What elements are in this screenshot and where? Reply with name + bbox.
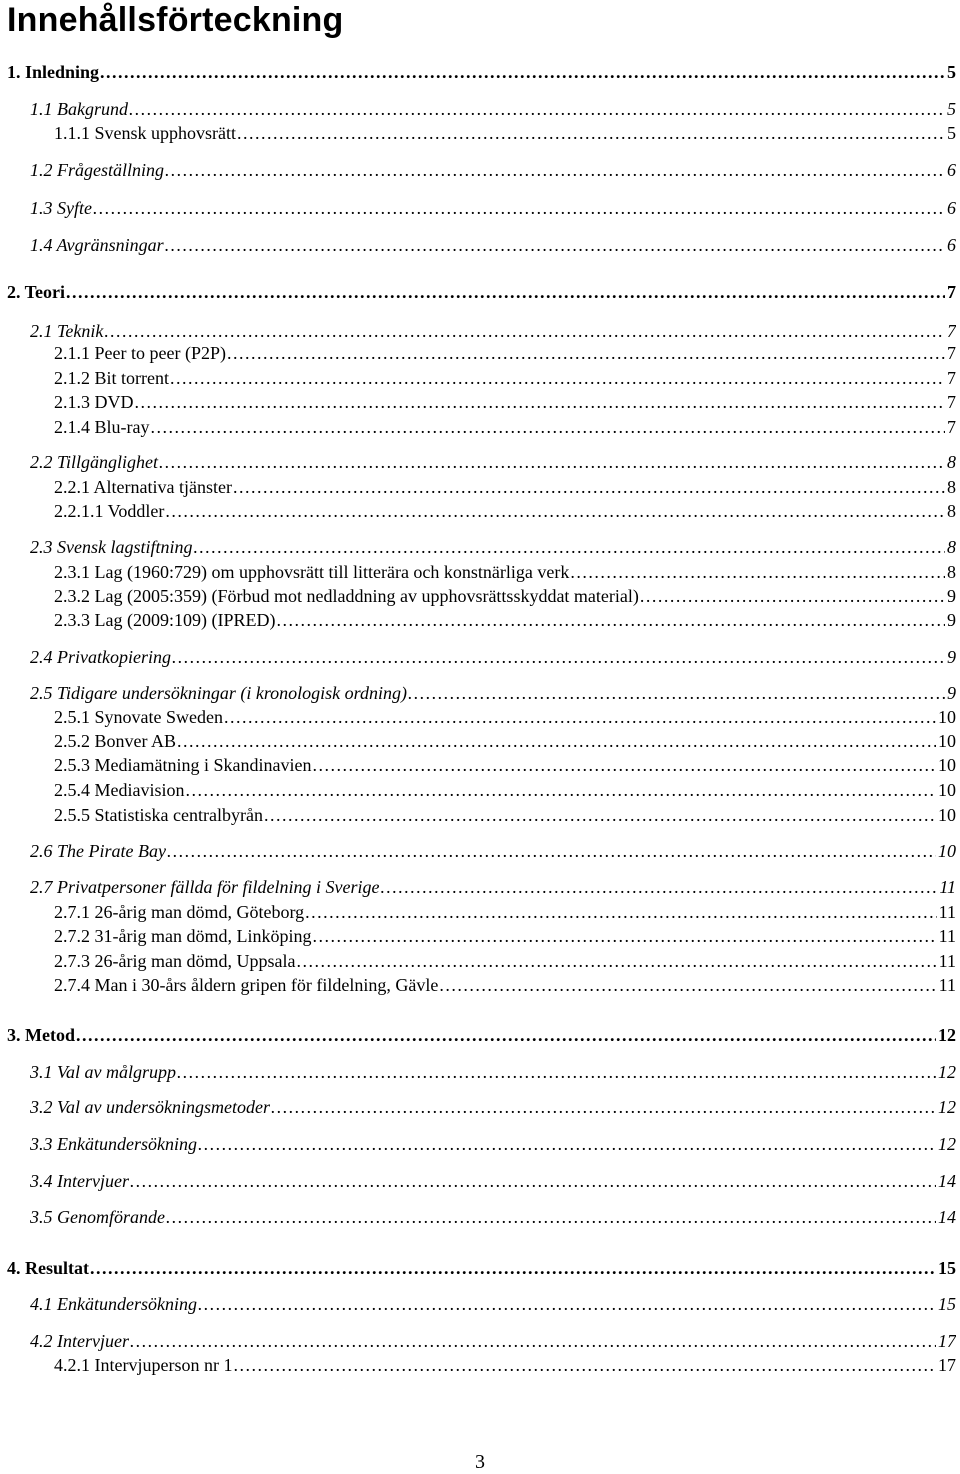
toc-entry[interactable] (30, 1095, 956, 1119)
toc-entry-title: 2.6 The Pirate Bay (30, 841, 166, 861)
toc-entry-title: 2.7.1 26-årig man dömd, Göteborg (54, 902, 305, 922)
dot-leader (166, 1205, 936, 1229)
dot-leader (276, 608, 945, 632)
toc-entry-title: 1.1.1 Svensk upphovsrätt (54, 123, 236, 143)
dot-leader (640, 584, 945, 608)
dot-leader (130, 1329, 936, 1353)
dot-leader (271, 1095, 936, 1119)
toc-title: Innehållsförteckning (7, 1, 344, 39)
toc-entry[interactable] (7, 1023, 956, 1047)
toc-entry-title: 2.1.2 Bit torrent (54, 368, 169, 388)
toc-entry[interactable] (54, 973, 956, 997)
toc-entry[interactable] (54, 803, 956, 827)
dot-leader (227, 341, 945, 365)
toc-entry[interactable] (54, 949, 956, 973)
toc-entry-page: 8 (947, 452, 956, 472)
toc-entry[interactable] (54, 366, 956, 390)
toc-entry-page: 11 (938, 975, 956, 995)
toc-entry[interactable] (30, 875, 956, 899)
toc-entry-page: 9 (947, 586, 956, 606)
dot-leader (129, 97, 945, 121)
toc-entry[interactable] (54, 341, 956, 365)
toc-entry[interactable] (54, 608, 956, 632)
dot-leader (66, 280, 945, 304)
toc-entry-title: 4.1 Enkätundersökning (30, 1294, 197, 1314)
dot-leader (264, 803, 936, 827)
toc-entry[interactable] (7, 280, 956, 304)
dot-leader (100, 60, 945, 84)
toc-entry-page: 5 (947, 62, 956, 82)
toc-entry[interactable] (7, 60, 956, 84)
toc-entry-title: 1.3 Syfte (30, 198, 92, 218)
toc-entry-title: 3. Metod (7, 1025, 75, 1045)
toc-entry[interactable] (30, 196, 956, 220)
toc-entry-title: 2.1.1 Peer to peer (P2P) (54, 343, 226, 363)
toc-entry-title: 2.7.2 31-årig man dömd, Linköping (54, 926, 312, 946)
toc-entry-title: 2.4 Privatkopiering (30, 647, 171, 667)
toc-entry-title: 1. Inledning (7, 62, 100, 82)
dot-leader (165, 158, 945, 182)
toc-entry[interactable] (54, 475, 956, 499)
toc-entry-title: 2.5.3 Mediamätning i Skandinavien (54, 755, 312, 775)
toc-entry-title: 2.1.3 DVD (54, 392, 134, 412)
toc-entry-page: 11 (939, 877, 956, 897)
toc-entry-title: 2.2 Tillgänglighet (30, 452, 159, 472)
toc-entry-page: 9 (947, 683, 956, 703)
toc-entry[interactable] (54, 560, 956, 584)
toc-entry-title: 3.1 Val av målgrupp (30, 1062, 176, 1082)
toc-entry-title: 1.2 Frågeställning (30, 160, 164, 180)
toc-entry-page: 8 (947, 501, 956, 521)
toc-entry-page: 9 (947, 610, 956, 630)
toc-entry[interactable] (7, 1256, 956, 1280)
dot-leader (312, 924, 936, 948)
toc-entry[interactable] (30, 233, 956, 257)
toc-entry-title: 2.7.3 26-årig man dömd, Uppsala (54, 951, 296, 971)
toc-entry[interactable] (54, 584, 956, 608)
toc-entry-page: 15 (938, 1258, 956, 1278)
toc-entry[interactable] (30, 1132, 956, 1156)
toc-entry-title: 2.3 Svensk lagstiftning (30, 537, 193, 557)
dot-leader (76, 1023, 936, 1047)
toc-entry-page: 15 (938, 1294, 956, 1314)
toc-entry-page: 7 (947, 321, 956, 341)
toc-entry-title: 1.4 Avgränsningar (30, 235, 164, 255)
toc-entry-page: 6 (947, 160, 956, 180)
toc-entry[interactable] (54, 415, 956, 439)
dot-leader (186, 778, 937, 802)
toc-entry-page: 7 (947, 392, 956, 412)
toc-entry-page: 12 (938, 1097, 956, 1117)
dot-leader (224, 705, 936, 729)
toc-entry[interactable] (54, 729, 956, 753)
toc-entry-page: 6 (947, 235, 956, 255)
toc-entry-title: 2. Teori (7, 282, 66, 302)
dot-leader (177, 1060, 936, 1084)
dot-leader (312, 753, 936, 777)
toc-entry-page: 12 (938, 1062, 956, 1082)
toc-entry[interactable] (54, 121, 956, 145)
toc-entry-page: 8 (947, 537, 956, 557)
toc-entry-title: 2.2.1 Alternativa tjänster (54, 477, 232, 497)
toc-entry[interactable] (30, 681, 956, 705)
toc-entry[interactable] (30, 158, 956, 182)
page-number: 3 (475, 1451, 485, 1473)
dot-leader (167, 839, 936, 863)
toc-entry-title: 3.4 Intervjuer (30, 1171, 129, 1191)
toc-entry-title: 2.1 Teknik (30, 321, 104, 341)
dot-leader (233, 475, 945, 499)
toc-entry-title: 2.3.1 Lag (1960:729) om upphovsrätt till litterära och konstnärliga verk (54, 562, 570, 582)
dot-leader (170, 366, 945, 390)
toc-entry-page: 10 (938, 841, 956, 861)
toc-entry-page: 11 (938, 926, 956, 946)
toc-entry-page: 14 (938, 1207, 956, 1227)
toc-entry-title: 2.7.4 Man i 30-års åldern gripen för fildelning, Gävle (54, 975, 439, 995)
dot-leader (177, 729, 936, 753)
toc-entry-page: 12 (938, 1025, 956, 1045)
dot-leader (380, 875, 937, 899)
toc-entry-title: 2.2.1.1 Voddler (54, 501, 165, 521)
dot-leader (165, 499, 945, 523)
dot-leader (159, 450, 945, 474)
dot-leader (305, 900, 937, 924)
dot-leader (408, 681, 945, 705)
dot-leader (193, 535, 945, 559)
toc-entry-page: 11 (938, 902, 956, 922)
dot-leader (93, 196, 945, 220)
toc-entry-page: 9 (947, 647, 956, 667)
toc-entry[interactable] (54, 900, 956, 924)
toc-entry[interactable] (30, 535, 956, 559)
toc-entry-title: 2.5.2 Bonver AB (54, 731, 177, 751)
toc-entry[interactable] (30, 450, 956, 474)
toc-entry-title: 3.2 Val av undersökningsmetoder (30, 1097, 270, 1117)
toc-entry[interactable] (30, 1292, 956, 1316)
toc-entry-page: 10 (938, 755, 956, 775)
toc-entry-title: 4.2 Intervjuer (30, 1331, 129, 1351)
dot-leader (237, 121, 945, 145)
toc-entry[interactable] (30, 1205, 956, 1229)
dot-leader (90, 1256, 936, 1280)
dot-leader (150, 415, 945, 439)
toc-entry-title: 2.5.4 Mediavision (54, 780, 185, 800)
toc-entry-page: 7 (947, 343, 956, 363)
toc-entry[interactable] (54, 1353, 956, 1377)
toc-entry-title: 1.1 Bakgrund (30, 99, 128, 119)
toc-entry-page: 5 (947, 99, 956, 119)
toc-entry-title: 3.3 Enkätundersökning (30, 1134, 197, 1154)
toc-entry-title: 4.2.1 Intervjuperson nr 1 (54, 1355, 233, 1375)
dot-leader (198, 1292, 936, 1316)
dot-leader (233, 1353, 936, 1377)
toc-entry[interactable] (54, 778, 956, 802)
dot-leader (130, 1169, 936, 1193)
toc-entry[interactable] (30, 645, 956, 669)
toc-entry-title: 2.5.1 Synovate Sweden (54, 707, 223, 727)
toc-entry[interactable] (54, 924, 956, 948)
toc-entry-title: 2.3.2 Lag (2005:359) (Förbud mot nedladdning av upphovsrättsskyddat material) (54, 586, 639, 606)
toc-entry-title: 2.5.5 Statistiska centralbyrån (54, 805, 263, 825)
toc-entry-page: 6 (947, 198, 956, 218)
dot-leader (198, 1132, 936, 1156)
toc-entry-title: 2.5 Tidigare undersökningar (i kronologisk ordning) (30, 683, 407, 703)
toc-entry-page: 10 (938, 780, 956, 800)
toc-entry[interactable] (30, 1329, 956, 1353)
toc-entry[interactable] (30, 1169, 956, 1193)
toc-entry-page: 17 (938, 1331, 956, 1351)
toc-entry-page: 10 (938, 731, 956, 751)
toc-entry[interactable] (54, 705, 956, 729)
toc-entry-page: 8 (947, 562, 956, 582)
dot-leader (296, 949, 936, 973)
toc-entry-page: 14 (938, 1171, 956, 1191)
toc-entry-page: 7 (947, 417, 956, 437)
dot-leader (104, 319, 945, 343)
dot-leader (570, 560, 945, 584)
toc-entry-page: 11 (938, 951, 956, 971)
toc-entry[interactable] (54, 753, 956, 777)
toc-entry[interactable] (30, 97, 956, 121)
toc-entry-page: 8 (947, 477, 956, 497)
dot-leader (165, 233, 945, 257)
toc-entry[interactable] (54, 499, 956, 523)
toc-entry-page: 7 (947, 282, 956, 302)
toc-entry[interactable] (54, 390, 956, 414)
toc-entry[interactable] (30, 1060, 956, 1084)
toc-entry[interactable] (30, 839, 956, 863)
dot-leader (135, 390, 946, 414)
toc-entry-page: 17 (938, 1355, 956, 1375)
toc-entry-title: 2.7 Privatpersoner fällda för fildelning i Sverige (30, 877, 380, 897)
toc-entry-page: 10 (938, 805, 956, 825)
toc-entry-page: 7 (947, 368, 956, 388)
toc-entry-page: 5 (947, 123, 956, 143)
toc-entry-title: 2.3.3 Lag (2009:109) (IPRED) (54, 610, 276, 630)
toc-entry-title: 3.5 Genomförande (30, 1207, 165, 1227)
toc-entry-title: 4. Resultat (7, 1258, 89, 1278)
toc-entry-page: 10 (938, 707, 956, 727)
toc-entry-title: 2.1.4 Blu-ray (54, 417, 150, 437)
toc-entry[interactable] (30, 319, 956, 343)
toc-entry-page: 12 (938, 1134, 956, 1154)
dot-leader (439, 973, 936, 997)
dot-leader (172, 645, 945, 669)
